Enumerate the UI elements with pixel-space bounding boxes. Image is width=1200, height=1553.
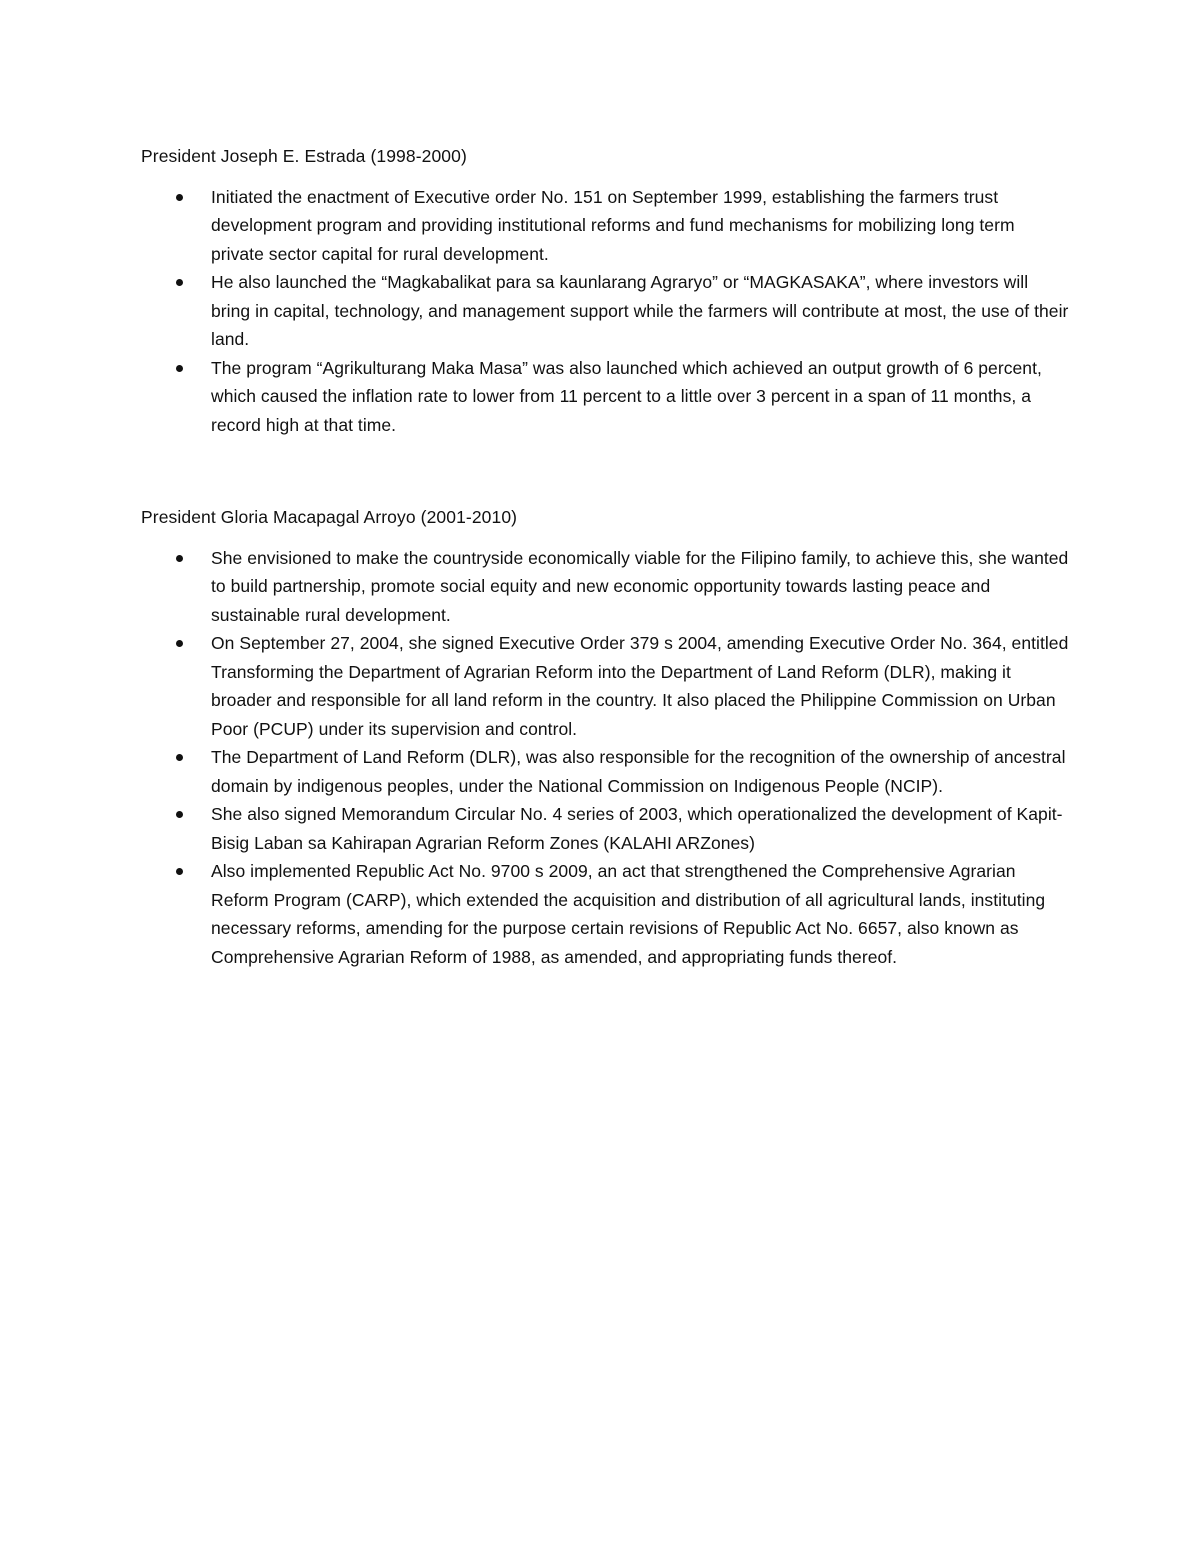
bullet-list	[141, 183, 1071, 440]
list-item-text: The program “Agrikulturang Maka Masa” was also launched which achieved an output growth of 6 percent, which caused the inflation rate to lower from 11 percent to a little over 3 percent in a span of 11 months, a record high at that time.	[211, 357, 1042, 435]
bullet-icon	[176, 365, 183, 372]
list-item-text: On September 27, 2004, she signed Executive Order 379 s 2004, amending Executive Order No. 364, entitled Transforming the Department of Agrarian Reform into the Department of Land Reform (DLR), making it broader and responsible for all land reform in the country. It also placed the Philippine Commission on Urban Poor (PCUP) under its supervision and control.	[211, 633, 1069, 739]
list-item-text: Also implemented Republic Act No. 9700 s 2009, an act that strengthened the Comprehensive Agrarian Reform Program (CARP), which extended the acquisition and distribution of all agricultural lands, instituting necessary reforms, amending for the purpose certain revisions of Republic Act No. 6657, also known as Comprehensive Agrarian Reform of 1988, as amended, and appropriating funds thereof.	[211, 861, 1046, 967]
bullet-icon	[176, 640, 183, 647]
bullet-icon	[176, 194, 183, 201]
bullet-icon	[176, 555, 183, 562]
list-item-text: The Department of Land Reform (DLR), was also responsible for the recognition of the ownership of ancestral domain by indigenous peoples, under the National Commission on Indigenous People (NCIP).	[211, 747, 1066, 796]
bullet-icon	[176, 279, 183, 286]
bullet-list	[141, 544, 1071, 972]
section-heading: President Joseph E. Estrada (1998-2000)	[141, 146, 467, 166]
list-item	[141, 354, 1071, 440]
list-item-text: She also signed Memorandum Circular No. 4 series of 2003, which operationalized the development of Kapit-Bisig Laban sa Kahirapan Agrarian Reform Zones (KALAHI ARZones)	[211, 804, 1063, 853]
bullet-icon	[176, 754, 183, 761]
list-item-text: He also launched the “Magkabalikat para sa kaunlarang Agraryo” or “MAGKASAKA”, where investors will bring in capital, technology, and management support while the farmers will contribute at most, the use of their land.	[211, 272, 1069, 349]
section-arroyo	[141, 503, 1071, 971]
list-item	[141, 183, 1071, 269]
list-item	[141, 629, 1071, 743]
list-item	[141, 743, 1071, 800]
list-item	[141, 544, 1071, 630]
bullet-icon	[176, 868, 183, 875]
bullet-icon	[176, 811, 183, 818]
list-item	[141, 800, 1071, 857]
list-item	[141, 268, 1071, 354]
section-heading: President Gloria Macapagal Arroyo (2001-2010)	[141, 507, 518, 527]
list-item	[141, 857, 1071, 971]
list-item-text: Initiated the enactment of Executive order No. 151 on September 1999, establishing the farmers trust development program and providing institutional reforms and fund mechanisms for mobilizing long term private sector capital for rural development.	[211, 186, 1015, 264]
section-estrada	[141, 142, 1071, 439]
list-item-text: She envisioned to make the countryside economically viable for the Filipino family, to achieve this, she wanted to build partnership, promote social equity and new economic opportunity towards lasting peace and sustainable rural development.	[211, 547, 1069, 625]
